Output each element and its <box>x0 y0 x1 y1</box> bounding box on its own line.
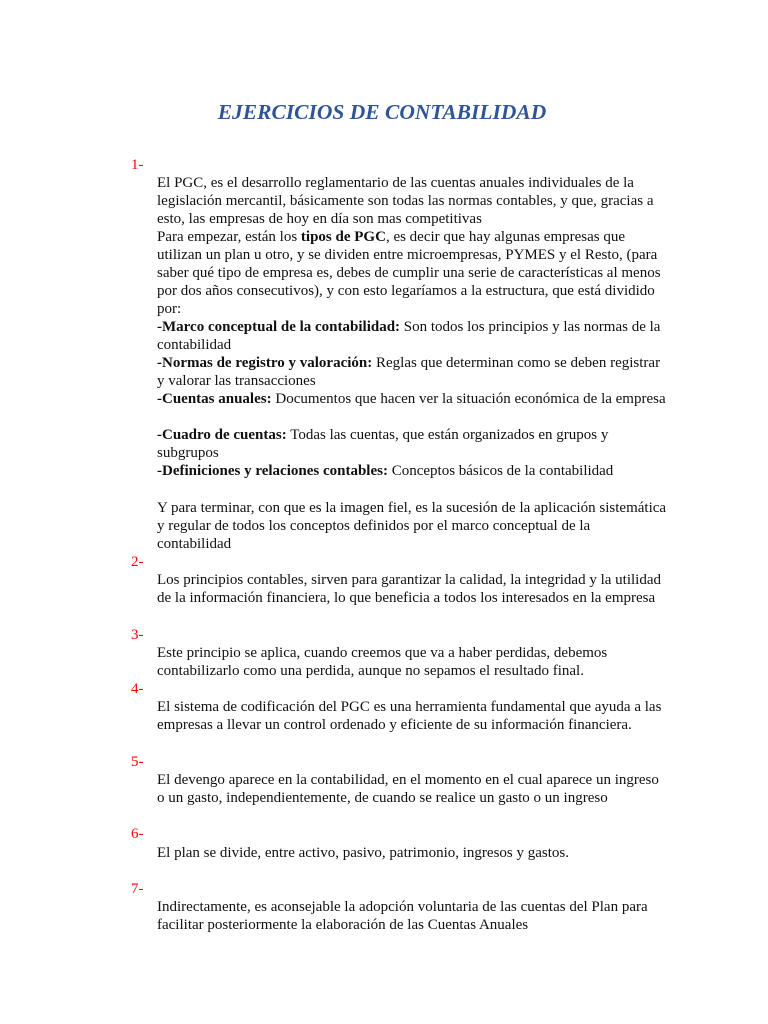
answer-1-types-before: Para empezar, están los <box>157 229 301 245</box>
structure-item <box>157 354 667 390</box>
question-number-1: 1- <box>131 157 144 173</box>
document-title: EJERCICIOS DE CONTABILIDAD <box>217 100 547 124</box>
question-number-6: 6- <box>131 826 144 842</box>
structure-item-term: -Normas de registro y valoración: <box>157 355 373 371</box>
structure-item-term: -Definiciones y relaciones contables: <box>157 463 388 479</box>
question-number-3: 3- <box>131 627 144 643</box>
answer-1-intro: El PGC, es el desarrollo reglamentario de las cuentas anuales individuales de la legislación mercantil, básicamente son todas las normas contables, y que, gracias a esto, las empresas de hoy en día son mas competitivas <box>157 175 654 228</box>
answer-1-types-after: , es decir que hay algunas empresas que utilizan un plan u otro, y se dividen entre microempresas, PYMES y el Resto, (para saber qué tipo de empresa es, debes de cumplir una serie de características al menos por dos años consecutivos), y con esto legaríamos a la estructura, que está dividido por: <box>157 229 661 318</box>
answer-1-closing: Y para terminar, con que es la imagen fiel, es la sucesión de la aplicación sistemática y regular de todos los conceptos definidos por el marco conceptual de la contabilidad <box>157 500 667 553</box>
structure-item-desc: Reglas que determinan como se deben registrar y valorar las transacciones <box>157 355 661 390</box>
answer-4: El sistema de codificación del PGC es una herramienta fundamental que ayuda a las empresas a llevar un control ordenado y eficiente de su información financiera. <box>157 699 662 734</box>
structure-item-desc: Todas las cuentas, que están organizados en grupos y subgrupos <box>157 427 609 462</box>
question-number-7: 7- <box>131 881 144 897</box>
structure-item-term: -Cuentas anuales: <box>157 391 272 407</box>
structure-item <box>157 318 667 354</box>
structure-item-desc: Documentos que hacen ver la situación económica de la empresa <box>271 391 666 407</box>
question-number-5: 5- <box>131 754 144 770</box>
structure-item <box>157 462 667 480</box>
answer-6: El plan se divide, entre activo, pasivo, patrimonio, ingresos y gastos. <box>157 845 570 861</box>
structure-item-term: -Marco conceptual de la contabilidad: <box>157 319 401 335</box>
answer-1-types <box>157 228 667 318</box>
structure-item <box>157 426 667 462</box>
answer-5: El devengo aparece en la contabilidad, en el momento en el cual aparece un ingreso o un gasto, independientemente, de cuando se realice un gasto o un ingreso <box>157 772 659 807</box>
question-number-4: 4- <box>131 681 144 697</box>
structure-item <box>157 390 667 408</box>
structure-item-desc: Conceptos básicos de la contabilidad <box>387 463 614 479</box>
question-number-2: 2- <box>131 554 144 570</box>
structure-item-desc: Son todos los principios y las normas de la contabilidad <box>157 319 661 354</box>
answer-7: Indirectamente, es aconsejable la adopción voluntaria de las cuentas del Plan para facilitar posteriormente la elaboración de las Cuentas Anuales <box>157 899 648 934</box>
answer-1-types-bold: tipos de PGC <box>300 229 386 245</box>
answer-2: Los principios contables, sirven para garantizar la calidad, la integridad y la utilidad de la información financiera, lo que beneficia a todos los interesados en la empresa <box>157 572 661 607</box>
structure-item-term: -Cuadro de cuentas: <box>157 427 287 443</box>
answer-3: Este principio se aplica, cuando creemos que va a haber perdidas, debemos contabilizarlo como una perdida, aunque no sepamos el resultado final. <box>157 645 608 680</box>
